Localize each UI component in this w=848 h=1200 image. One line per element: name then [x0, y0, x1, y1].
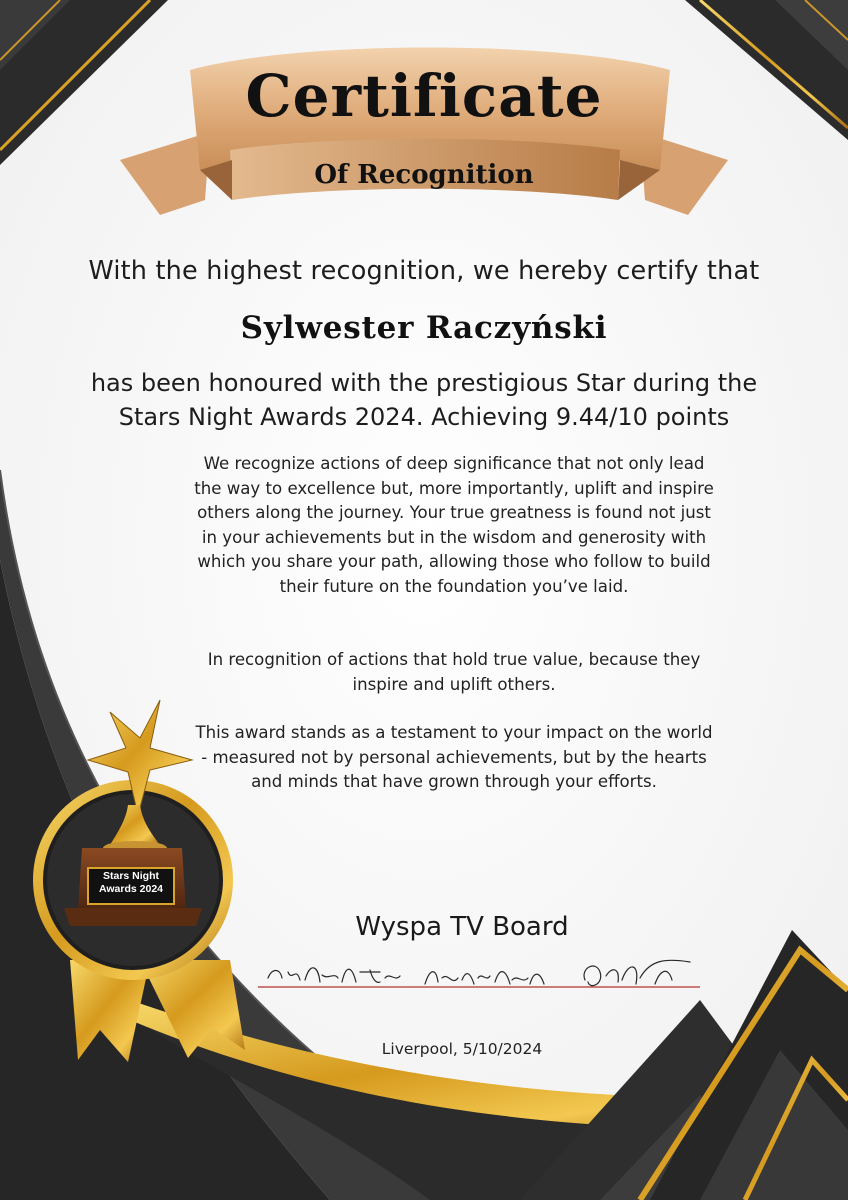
- paragraph-recognition: In recognition of actions that hold true value, because they inspire and uplift others.: [207, 650, 701, 694]
- plaque-line-2: Awards 2024: [98, 883, 163, 895]
- intro-line: With the highest recognition, we hereby certify that: [88, 256, 760, 286]
- honour-line-1: has been honoured with the prestigious Star during the: [90, 369, 758, 397]
- honour-statement: [54, 366, 794, 434]
- certificate-subtitle: Of Recognition: [314, 160, 534, 190]
- paragraph-significance: We recognize actions of deep significance that not only lead the way to excellence but, more importantly, uplift and inspire others along the journey. Your true greatness is found not just in your achievements but in the wisdom and generosity with which you share your path, allowing those who follow to build their future on the foundation you’ve laid.: [194, 454, 714, 596]
- place-and-date: Liverpool, 5/10/2024: [381, 1040, 543, 1058]
- paragraph-testament: This award stands as a testament to your impact on the world - measured not by personal achievements, but by the hearts and minds that have grown through your efforts.: [195, 723, 713, 791]
- certificate-title: Certificate: [245, 62, 603, 130]
- recipient-name: Sylwester Raczyński: [240, 310, 608, 346]
- plaque-line-1: Stars Night: [102, 870, 159, 882]
- honour-line-2: Stars Night Awards 2024. Achieving 9.44/10 points: [118, 403, 730, 431]
- trophy-plaque: [88, 870, 174, 896]
- board-name: Wyspa TV Board: [355, 912, 569, 942]
